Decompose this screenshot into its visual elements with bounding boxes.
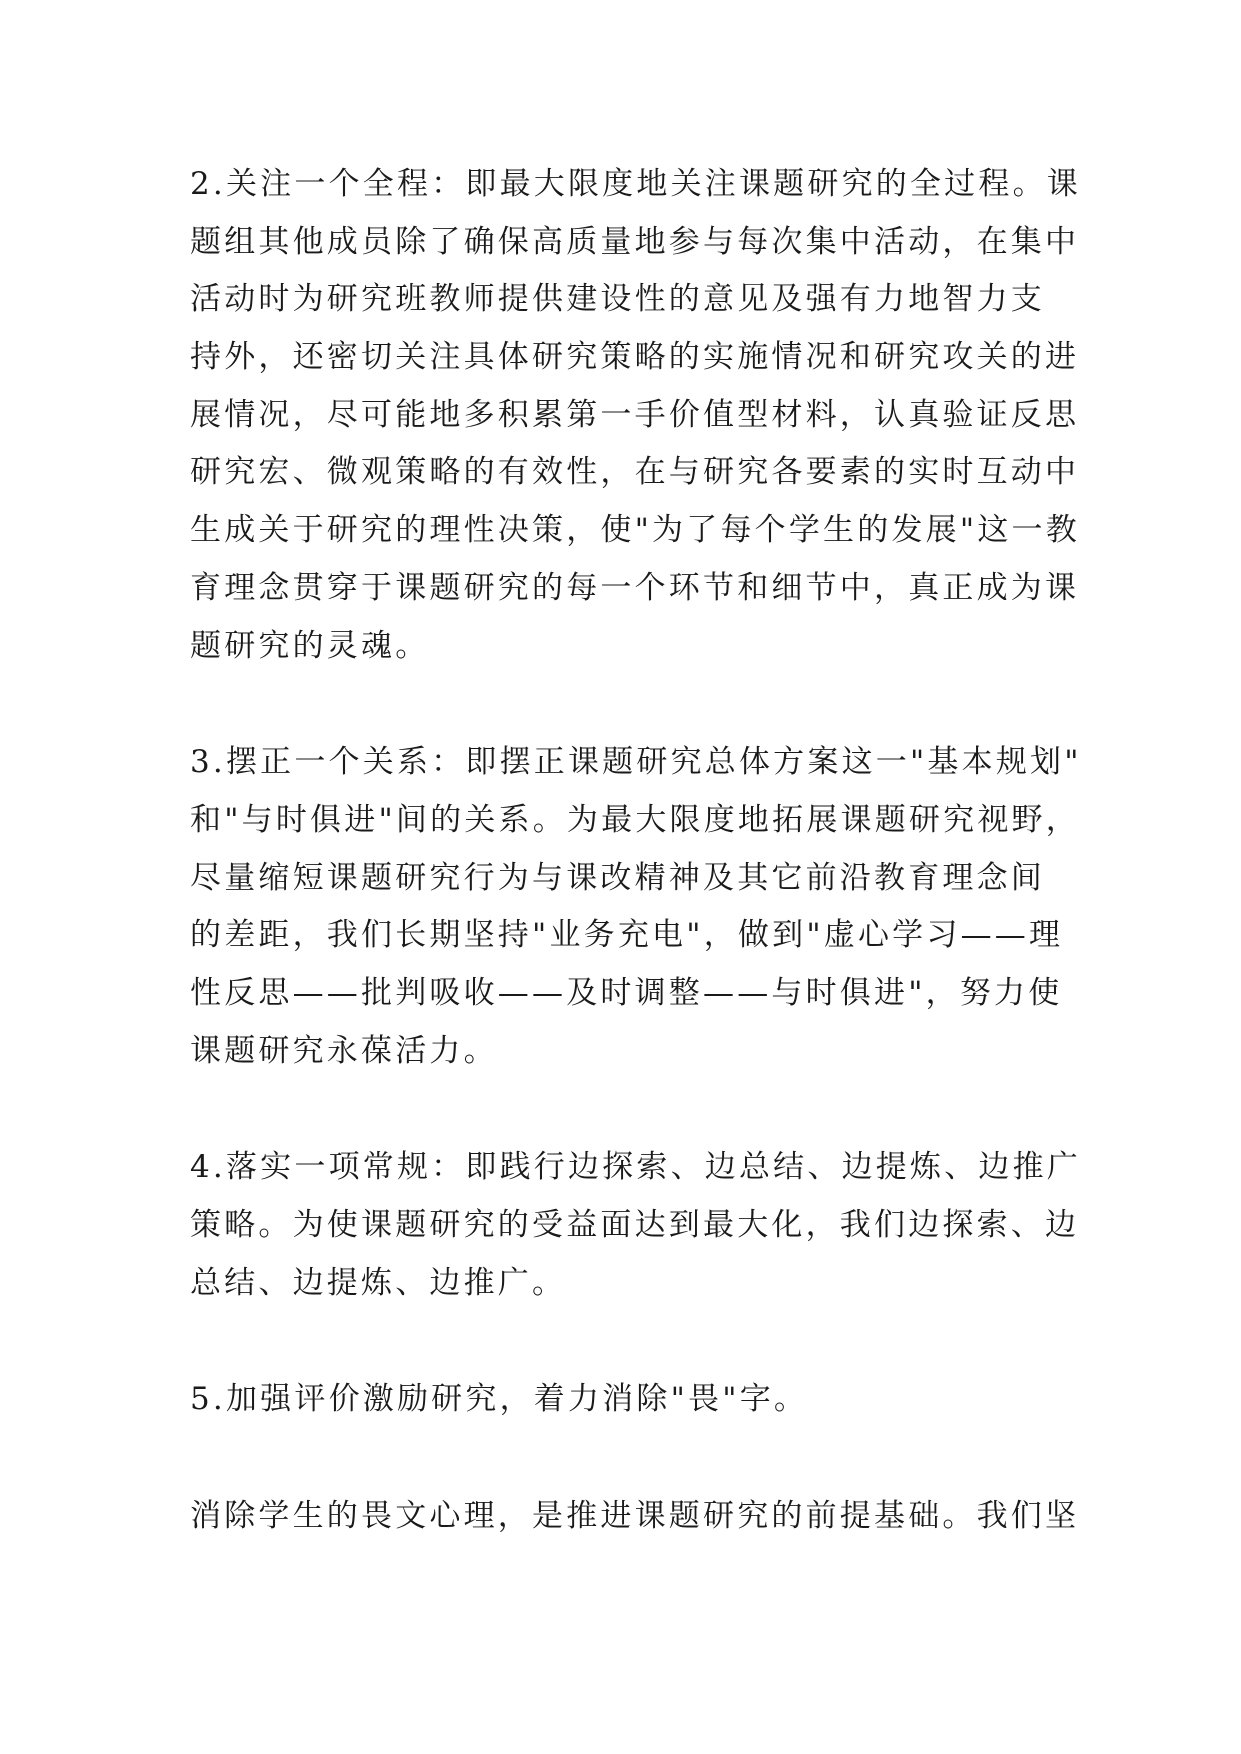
text-line: 性反思——批判吸收——及时调整——与时俱进"，努力使	[190, 974, 1063, 1011]
text-line: 3.摆正一个关系：即摆正课题研究总体方案这一"基本规划"	[190, 744, 1082, 781]
text-line: 尽量缩短课题研究行为与课改精神及其它前沿教育理念间	[190, 859, 1045, 896]
text-line: 和"与时俱进"间的关系。为最大限度地拓展课题研究视野，	[190, 801, 1080, 838]
text-line: 策略。为使课题研究的受益面达到最大化，我们边探索、边	[190, 1207, 1080, 1243]
paragraph-spacer	[190, 1080, 1070, 1139]
paragraph-full-process	[190, 156, 1081, 675]
text-line: 2.关注一个全程：即最大限度地关注课题研究的全过程。课	[190, 166, 1081, 202]
paragraph-spacer	[190, 1429, 1070, 1488]
paragraph-eliminate-fear	[190, 1488, 1080, 1546]
paragraph-spacer	[190, 675, 1070, 734]
document-body	[190, 156, 1082, 1546]
text-line: 题研究的灵魂。	[190, 627, 430, 664]
text-line: 持外，还密切关注具体研究策略的实施情况和研究攻关的进	[190, 339, 1080, 376]
text-line: 展情况，尽可能地多积累第一手价值型材料，认真验证反思	[190, 396, 1080, 433]
text-line: 生成关于研究的理性决策，使"为了每个学生的发展"这一教	[190, 512, 1080, 549]
text-line: 消除学生的畏文心理，是推进课题研究的前提基础。我们坚	[190, 1498, 1080, 1535]
text-line: 的差距，我们长期坚持"业务充电"，做到"虚心学习——理	[190, 917, 1064, 954]
paragraph-routine	[190, 1139, 1081, 1312]
paragraph-relationship	[190, 734, 1082, 1080]
text-line: 活动时为研究班教师提供建设性的意见及强有力地智力支	[190, 281, 1045, 318]
text-line: 育理念贯穿于课题研究的每一个环节和细节中，真正成为课	[190, 569, 1080, 606]
text-line: 研究宏、微观策略的有效性，在与研究各要素的实时互动中	[190, 454, 1080, 491]
paragraph-spacer	[190, 1312, 1070, 1371]
text-line: 题组其他成员除了确保高质量地参与每次集中活动，在集中	[190, 223, 1080, 260]
text-line: 课题研究永葆活力。	[190, 1032, 498, 1069]
text-line: 5.加强评价激励研究，着力消除"畏"字。	[190, 1381, 809, 1418]
text-line: 4.落实一项常规：即践行边探索、边总结、边提炼、边推广	[190, 1149, 1081, 1186]
text-line: 总结、边提炼、边推广。	[190, 1264, 567, 1301]
paragraph-evaluation-heading	[190, 1371, 1070, 1429]
